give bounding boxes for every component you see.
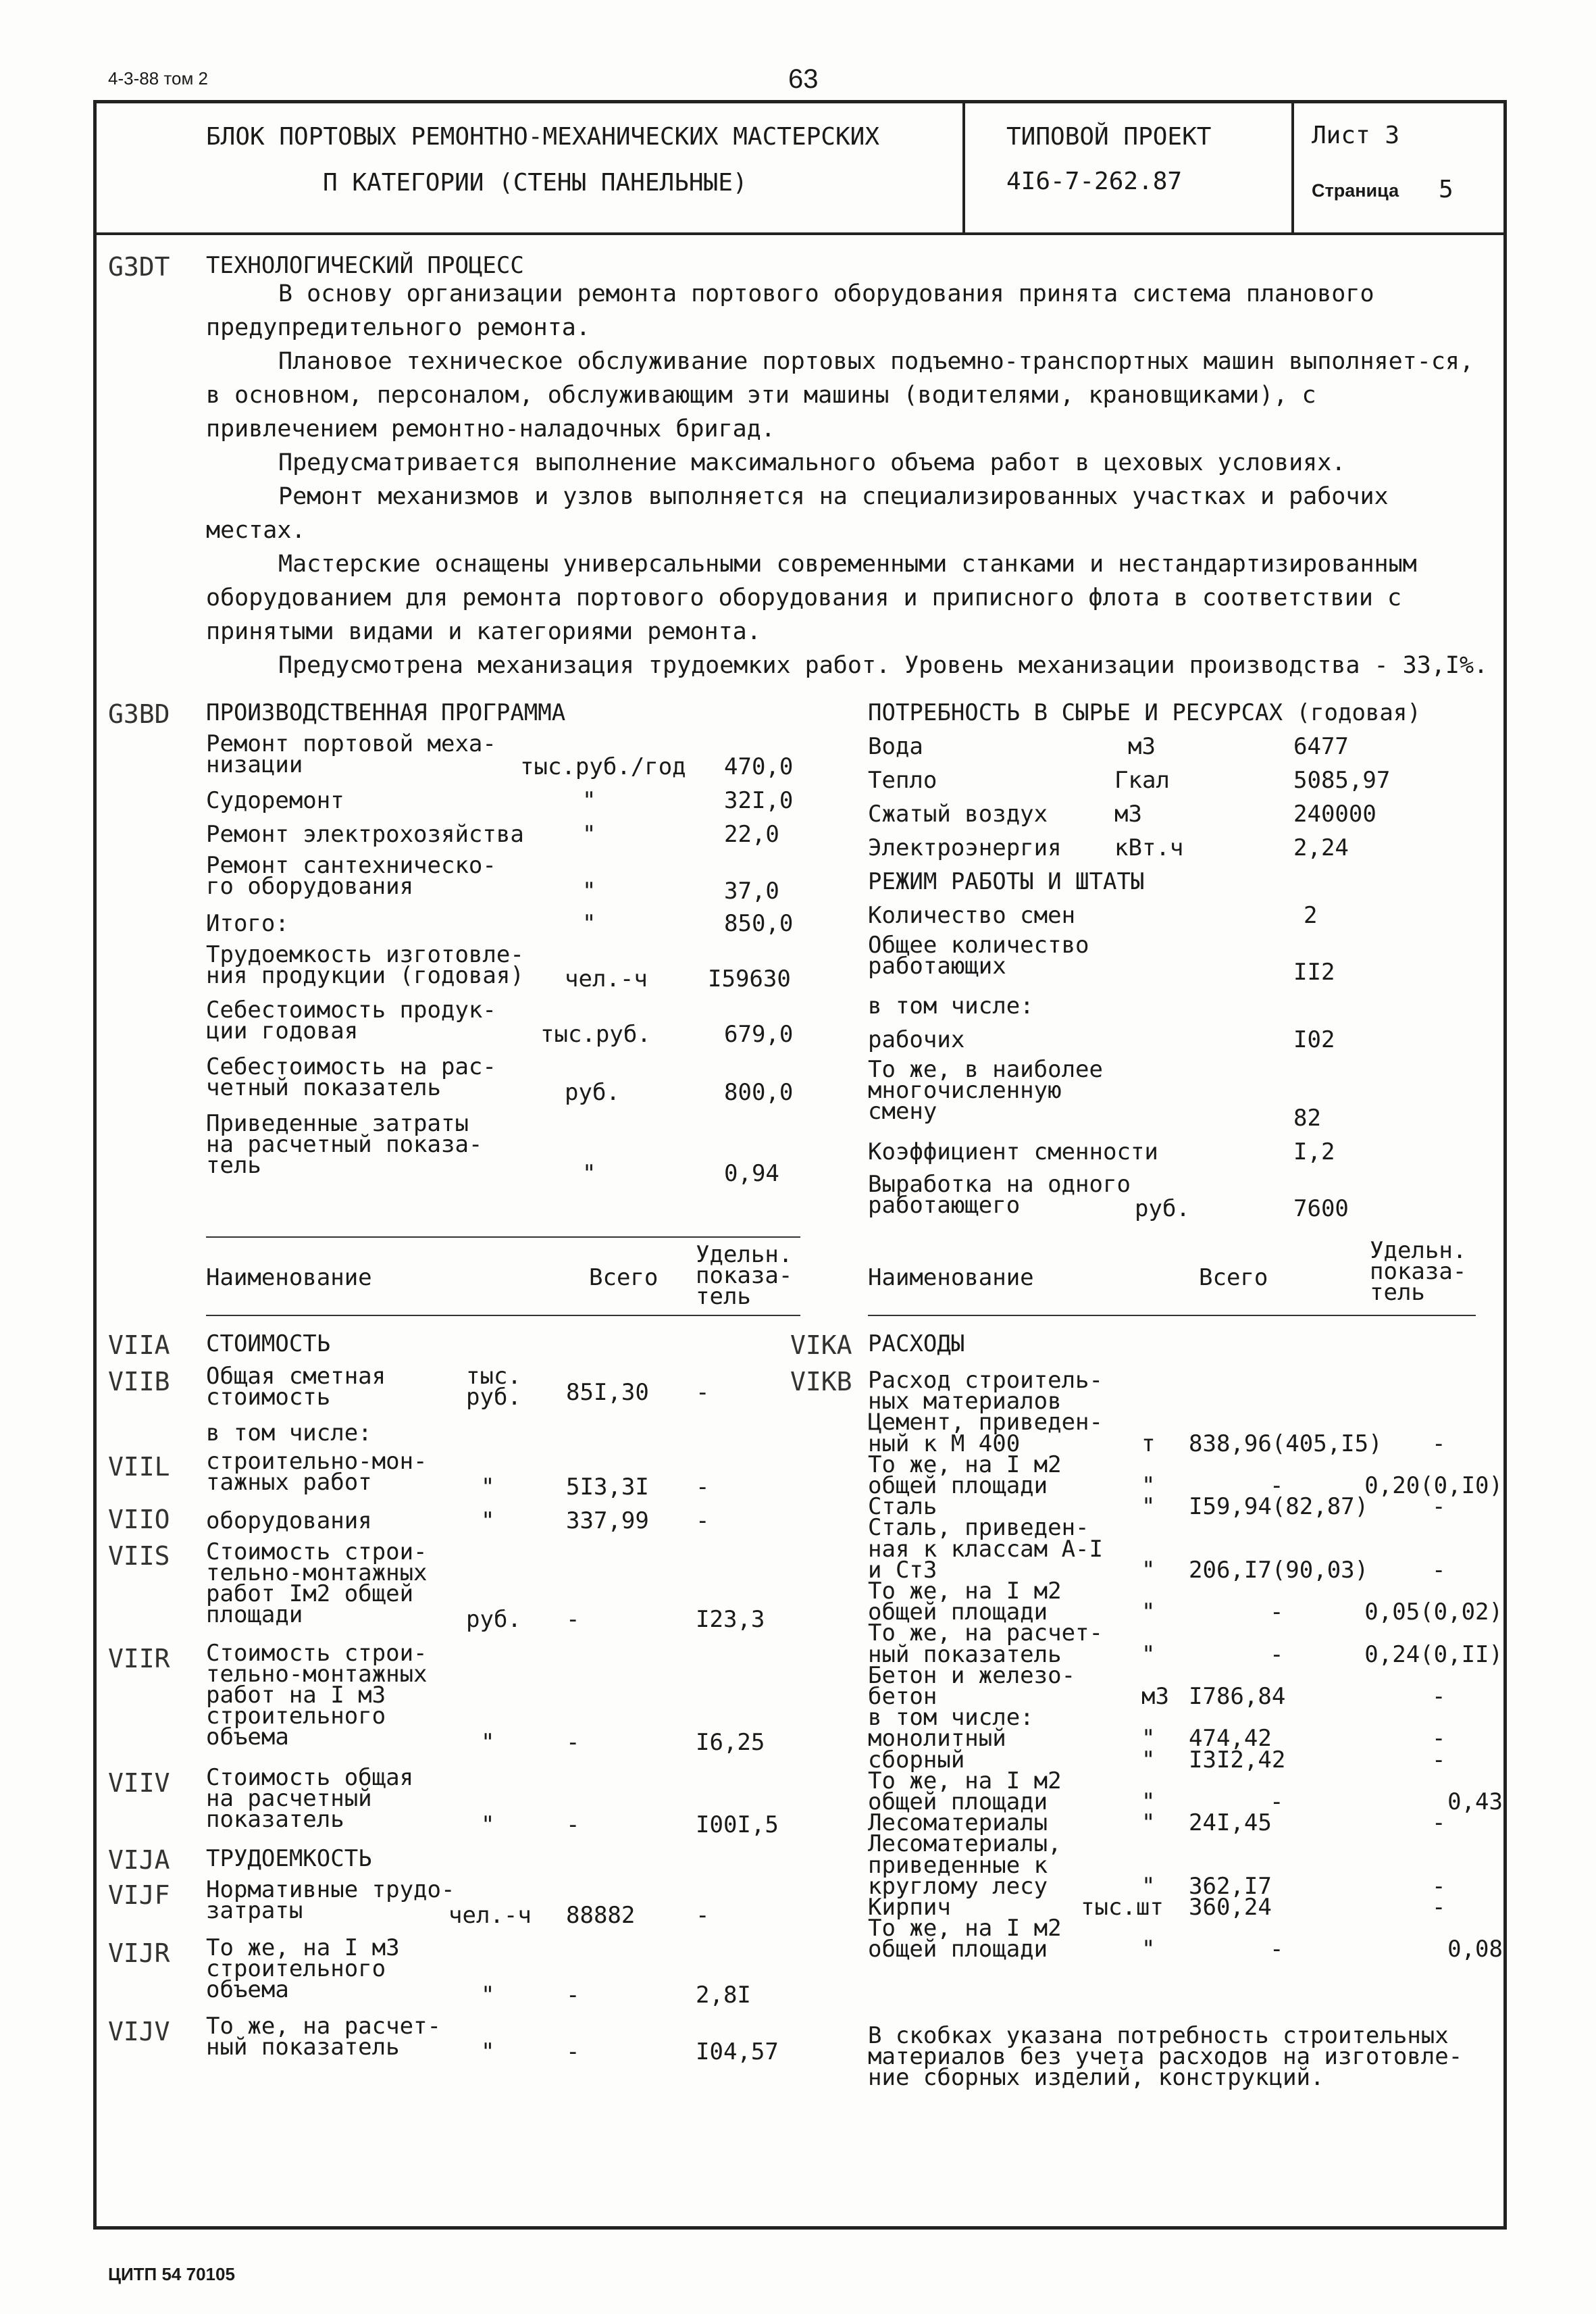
- title-block-sep1: [962, 100, 965, 234]
- row-code: VIIL: [108, 1452, 170, 1482]
- row-code: VIIV: [108, 1768, 170, 1798]
- resources-heading: ПОТРЕБНОСТЬ В СЫРЬЕ И РЕСУРСАХ (годовая): [868, 699, 1421, 726]
- title-block-divider: [93, 232, 1507, 235]
- table-rule: [206, 1236, 800, 1238]
- section-code-program: G3BD: [108, 699, 170, 729]
- title-block-sep2: [1291, 100, 1294, 234]
- col-header-name: Наименование: [868, 1264, 1034, 1291]
- col-header-spec: Удельн. показа- тель: [1370, 1237, 1467, 1306]
- cost-heading: СТОИМОСТЬ: [206, 1330, 331, 1357]
- process-paragraph: Мастерские оснащены универсальными современными станками и нестандартизированным оборудованием для ремонта портового оборудования и приписного флота в соответствии с принятыми видами и категориями ремонта.: [206, 551, 1417, 645]
- print-stamp: ЦИТП 54 70105: [108, 2264, 235, 2284]
- table-rule: [868, 1315, 1476, 1316]
- program-heading: ПРОИЗВОДСТВЕННАЯ ПРОГРАММА: [206, 699, 566, 726]
- process-heading: ТЕХНОЛОГИЧЕСКИЙ ПРОЦЕСС: [206, 252, 524, 279]
- volume-label: 4-3-88 том 2: [108, 68, 209, 89]
- col-header-total: Всего: [1199, 1264, 1268, 1291]
- page-value: 5: [1439, 176, 1453, 203]
- row-code: VIJF: [108, 1880, 170, 1910]
- sheet-label: Лист 3: [1312, 122, 1400, 149]
- expenses-heading: РАСХОДЫ: [868, 1330, 965, 1357]
- process-paragraph: Плановое техническое обслуживание портовых подъемно-транспортных машин выполняет-ся, в основном, персоналом, обслуживающим эти машины (водителями, крановщиками), с привлечением ремонтно-наладочных бригад.: [206, 348, 1474, 443]
- row-code: VIIO: [108, 1505, 170, 1534]
- row-code: VIIA: [108, 1330, 170, 1360]
- row-code: VIKB: [790, 1367, 852, 1397]
- project-label: ТИПОВОЙ ПРОЕКТ: [1006, 123, 1212, 151]
- process-paragraph: Предусматривается выполнение максимального объема работ в цеховых условиях.: [278, 449, 1346, 476]
- row-code: VIJA: [108, 1845, 170, 1875]
- page-label: Страница: [1312, 180, 1399, 201]
- process-paragraph: Предусмотрена механизация трудоемких работ. Уровень механизации производства - 33,I%.: [278, 652, 1489, 679]
- title-line-1: БЛОК ПОРТОВЫХ РЕМОНТНО-МЕХАНИЧЕСКИХ МАСТЕРСКИХ: [206, 123, 879, 151]
- process-paragraph: В основу организации ремонта портового оборудования принята система планового предупредительного ремонта.: [206, 280, 1374, 341]
- labor-heading: ТРУДОЕМКОСТЬ: [206, 1845, 372, 1872]
- col-header-total: Всего: [589, 1264, 659, 1291]
- table-rule: [206, 1315, 800, 1316]
- row-code: VIIB: [108, 1367, 170, 1397]
- row-code: VIJR: [108, 1938, 170, 1968]
- page-number: 63: [788, 64, 819, 94]
- incl-label: в том числе:: [206, 1419, 372, 1447]
- col-header-spec: Удельн. показа- тель: [696, 1241, 793, 1310]
- expenses-note: В скобках указана потребность строительных материалов без учета расходов на изготовле- ние сборных изделий, конструкций.: [868, 2022, 1463, 2091]
- row-code: VIJV: [108, 2017, 170, 2046]
- row-code: VIKA: [790, 1330, 852, 1360]
- staff-heading: РЕЖИМ РАБОТЫ И ШТАТЫ: [868, 868, 1145, 895]
- row-code: VIIR: [108, 1644, 170, 1674]
- project-code: 4I6-7-262.87: [1006, 168, 1183, 195]
- row-code: VIIS: [108, 1541, 170, 1571]
- title-line-2: П КАТЕГОРИИ (СТЕНЫ ПАНЕЛЬНЫЕ): [323, 169, 748, 197]
- col-header-name: Наименование: [206, 1264, 372, 1291]
- staff-incl: в том числе:: [868, 992, 1034, 1020]
- process-paragraph: Ремонт механизмов и узлов выполняется на специализированных участках и рабочих местах.: [206, 483, 1389, 544]
- section-code-process: G3DT: [108, 252, 170, 282]
